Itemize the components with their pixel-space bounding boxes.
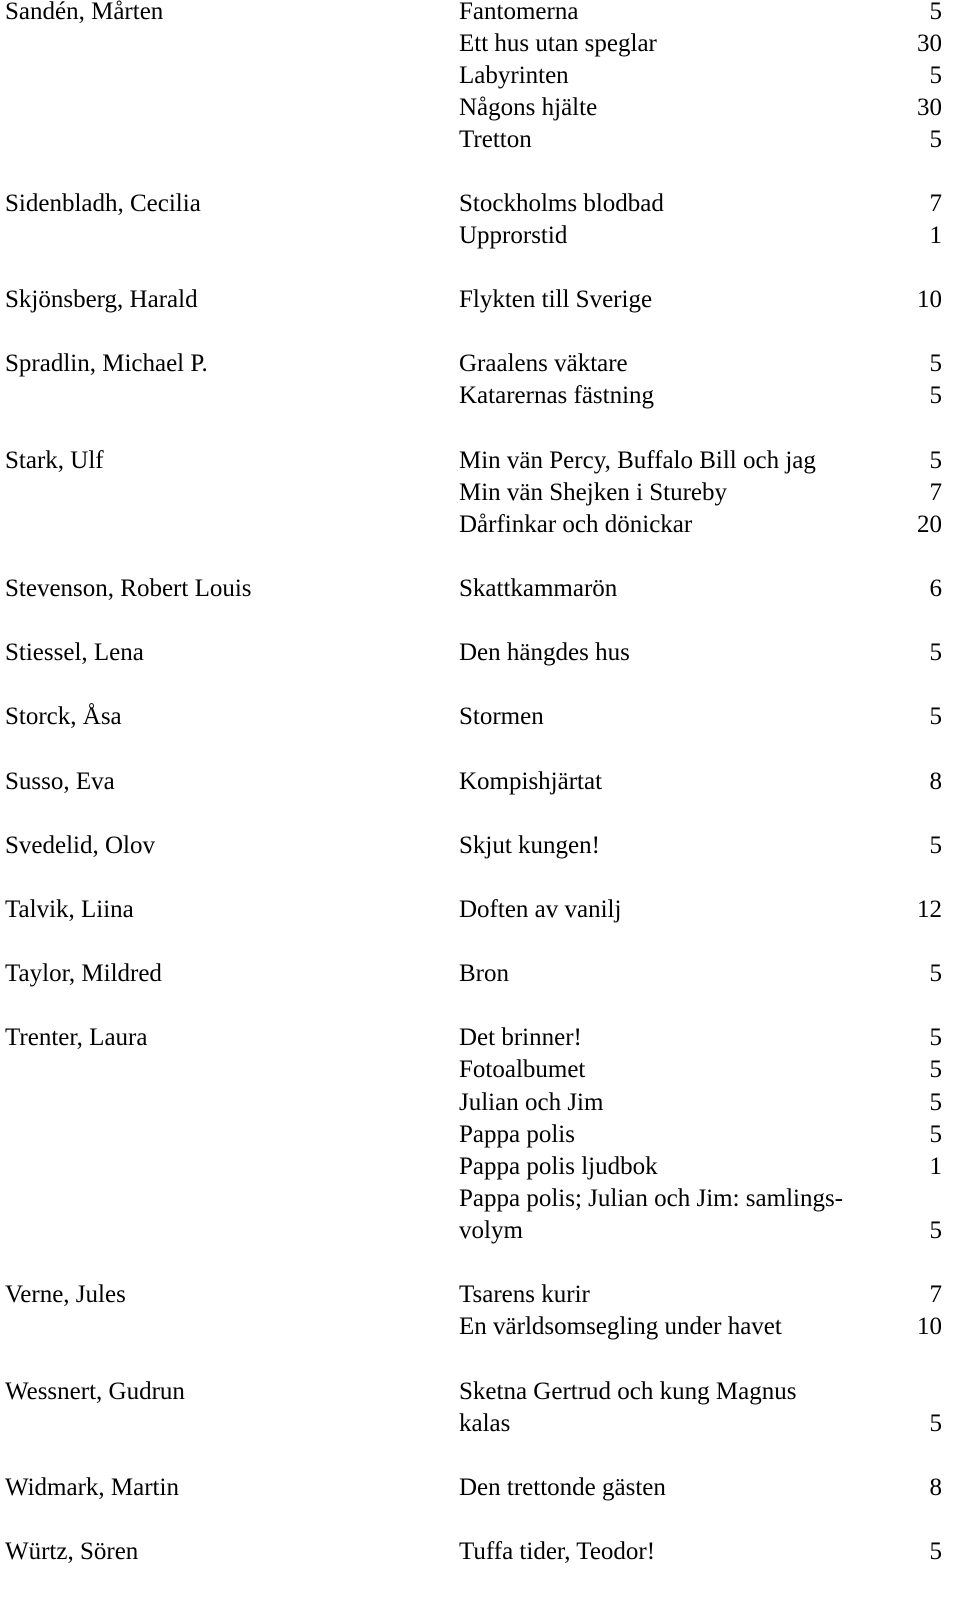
- copy-count: 5: [929, 1538, 942, 1565]
- author-name: Trenter, Laura: [5, 1024, 148, 1051]
- copy-count: 20: [917, 511, 942, 538]
- list-row: [0, 92, 960, 124]
- list-row: [0, 445, 960, 477]
- list-row: [0, 830, 960, 862]
- book-title: Graalens väktare: [459, 350, 628, 377]
- author-name: Sidenbladh, Cecilia: [5, 190, 201, 217]
- author-name: Wessnert, Gudrun: [5, 1378, 185, 1405]
- copy-count: 7: [929, 190, 942, 217]
- list-row: [0, 1408, 960, 1440]
- copy-count: 10: [917, 286, 942, 313]
- copy-count: 5: [929, 960, 942, 987]
- list-row: [0, 1376, 960, 1408]
- book-title: Det brinner!: [459, 1024, 582, 1051]
- list-row: [0, 1119, 960, 1151]
- copy-count: 5: [929, 447, 942, 474]
- copy-count: 5: [929, 832, 942, 859]
- book-title: Tuffa tider, Teodor!: [459, 1538, 656, 1565]
- list-row: [0, 1087, 960, 1119]
- book-title: Tretton: [459, 126, 532, 153]
- book-title: Upprorstid: [459, 222, 568, 249]
- book-title: Doften av vanilj: [459, 896, 622, 923]
- book-title: Dårfinkar och dönickar: [459, 511, 693, 538]
- list-row: [0, 701, 960, 733]
- author-name: Stark, Ulf: [5, 447, 104, 474]
- author-name: Verne, Jules: [5, 1281, 126, 1308]
- copy-count: 5: [929, 126, 942, 153]
- book-title: Pappa polis; Julian och Jim: samlings-: [459, 1185, 844, 1212]
- list-row: [0, 1472, 960, 1504]
- copy-count: 8: [929, 768, 942, 795]
- book-title: Flykten till Sverige: [459, 286, 653, 313]
- copy-count: 1: [929, 1153, 942, 1180]
- list-row: [0, 637, 960, 669]
- copy-count: 10: [917, 1313, 942, 1340]
- book-title: Fotoalbumet: [459, 1056, 586, 1083]
- book-title: Tsarens kurir: [459, 1281, 590, 1308]
- list-row: [0, 284, 960, 316]
- author-name: Stiessel, Lena: [5, 639, 144, 666]
- book-title: Fantomerna: [459, 0, 579, 25]
- book-title: Julian och Jim: [459, 1089, 604, 1116]
- author-name: Susso, Eva: [5, 768, 115, 795]
- copy-count: 12: [917, 896, 942, 923]
- book-title: Kompishjärtat: [459, 768, 603, 795]
- book-title: Stormen: [459, 703, 544, 730]
- book-title: Den trettonde gästen: [459, 1474, 666, 1501]
- book-title: Skattkammarön: [459, 575, 618, 602]
- book-title: Katarernas fästning: [459, 382, 655, 409]
- copy-count: 5: [929, 639, 942, 666]
- list-row: [0, 1536, 960, 1568]
- book-title: Stockholms blodbad: [459, 190, 664, 217]
- book-title: En världsomsegling under havet: [459, 1313, 782, 1340]
- copy-count: 1: [929, 222, 942, 249]
- list-row: [0, 894, 960, 926]
- book-title: Sketna Gertrud och kung Magnus: [459, 1378, 797, 1405]
- copy-count: 5: [929, 62, 942, 89]
- copy-count: 5: [929, 1217, 942, 1244]
- list-row: [0, 1215, 960, 1247]
- author-name: Spradlin, Michael P.: [5, 350, 208, 377]
- copy-count: 5: [929, 382, 942, 409]
- book-title: Pappa polis ljudbok: [459, 1153, 658, 1180]
- copy-count: 6: [929, 575, 942, 602]
- list-row: [0, 348, 960, 380]
- list-row: [0, 1022, 960, 1054]
- list-row: [0, 60, 960, 92]
- author-name: Würtz, Sören: [5, 1538, 139, 1565]
- list-row: [0, 1151, 960, 1183]
- author-name: Stevenson, Robert Louis: [5, 575, 252, 602]
- copy-count: 30: [917, 30, 942, 57]
- list-row: [0, 220, 960, 252]
- list-row: [0, 188, 960, 220]
- book-title: Bron: [459, 960, 509, 987]
- copy-count: 5: [929, 350, 942, 377]
- list-row: [0, 573, 960, 605]
- list-row: [0, 124, 960, 156]
- book-title: volym: [459, 1217, 523, 1244]
- list-row: [0, 1054, 960, 1086]
- book-title: Ett hus utan speglar: [459, 30, 657, 57]
- book-title: Pappa polis: [459, 1121, 575, 1148]
- book-title: Skjut kungen!: [459, 832, 600, 859]
- copy-count: 7: [929, 479, 942, 506]
- author-name: Talvik, Liina: [5, 896, 134, 923]
- list-row: [0, 509, 960, 541]
- list-row: [0, 958, 960, 990]
- list-row: [0, 28, 960, 60]
- list-row: [0, 477, 960, 509]
- copy-count: 7: [929, 1281, 942, 1308]
- book-title: Min vän Shejken i Stureby: [459, 479, 728, 506]
- list-row: [0, 1279, 960, 1311]
- author-name: Sandén, Mårten: [5, 0, 164, 25]
- book-title: Den hängdes hus: [459, 639, 630, 666]
- list-row: [0, 380, 960, 412]
- copy-count: 5: [929, 0, 942, 25]
- list-row: [0, 1183, 960, 1215]
- author-name: Svedelid, Olov: [5, 832, 155, 859]
- list-row: [0, 766, 960, 798]
- author-name: Storck, Åsa: [5, 703, 122, 730]
- book-title: Någons hjälte: [459, 94, 598, 121]
- list-row: [0, 1311, 960, 1343]
- copy-count: 8: [929, 1474, 942, 1501]
- author-name: Widmark, Martin: [5, 1474, 179, 1501]
- book-title: Min vän Percy, Buffalo Bill och jag: [459, 447, 816, 474]
- book-title: kalas: [459, 1410, 511, 1437]
- copy-count: 5: [929, 1410, 942, 1437]
- copy-count: 5: [929, 1024, 942, 1051]
- copy-count: 5: [929, 1089, 942, 1116]
- copy-count: 30: [917, 94, 942, 121]
- author-name: Skjönsberg, Harald: [5, 286, 198, 313]
- copy-count: 5: [929, 1121, 942, 1148]
- copy-count: 5: [929, 703, 942, 730]
- author-name: Taylor, Mildred: [5, 960, 162, 987]
- copy-count: 5: [929, 1056, 942, 1083]
- list-row: [0, 0, 960, 28]
- book-title: Labyrinten: [459, 62, 569, 89]
